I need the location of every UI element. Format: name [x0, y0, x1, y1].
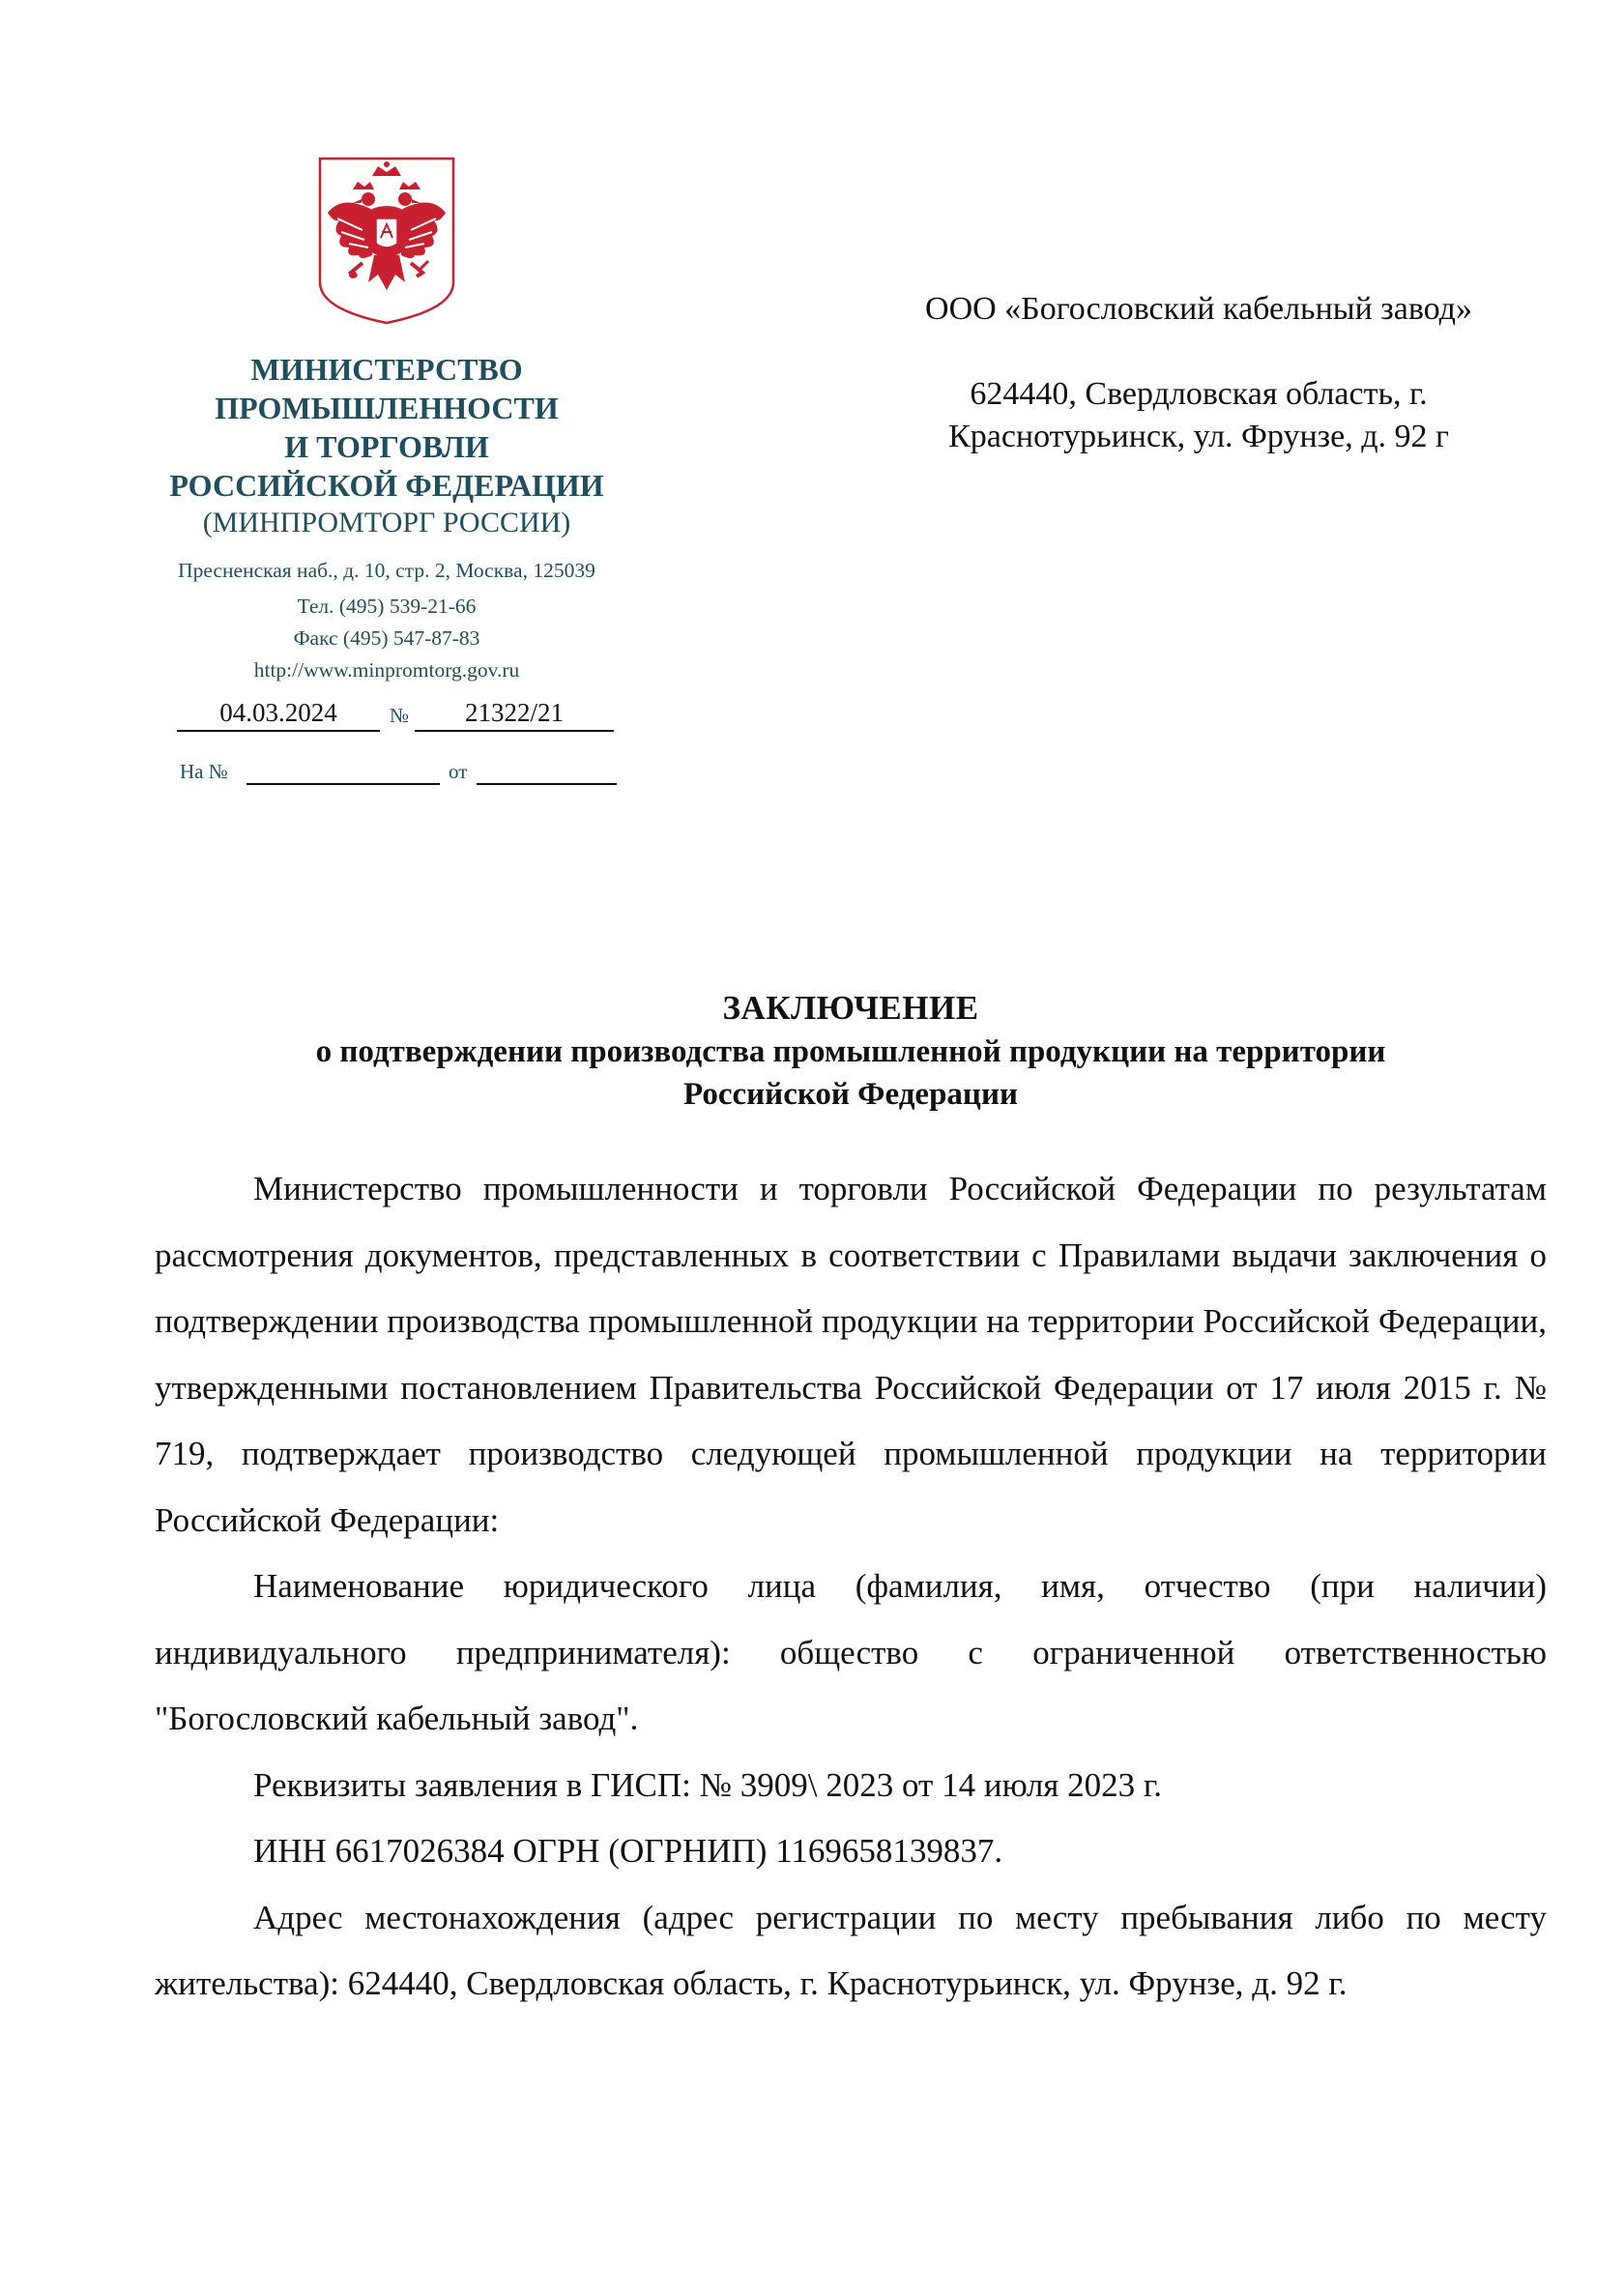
reference-number-blank	[246, 783, 440, 785]
letterhead	[126, 155, 648, 686]
ministry-name	[126, 350, 648, 505]
registration-number: 21322/21	[415, 698, 614, 732]
ministry-fax: Факс (495) 547-87-83	[293, 626, 480, 650]
ministry-name-line: И ТОРГОВЛИ	[284, 429, 489, 464]
ministry-name-line: МИНИСТЕРСТВО	[250, 352, 523, 387]
addressee	[851, 288, 1547, 458]
reference-number-label: На №	[180, 760, 228, 783]
number-sign-label: №	[390, 704, 410, 727]
ministry-phone: Тел. (495) 539-21-66	[297, 595, 477, 618]
body-paragraph: Адрес местонахождения (адрес регистрации по месту пребывания либо по месту жительства): 624440, Свердловская область, г. Краснотурьинск, ул. Фрунзе, д. 92 г.	[155, 1898, 1547, 2002]
document-title	[155, 986, 1547, 1116]
ministry-address: Пресненская наб., д. 10, стр. 2, Москва, 125039	[178, 559, 595, 582]
document-heading: ЗАКЛЮЧЕНИЕ	[722, 989, 979, 1027]
body-paragraph: Реквизиты заявления в ГИСП: № 3909\ 2023 от 14 июля 2023 г.	[253, 1765, 1163, 1804]
ministry-name-line: ПРОМЫШЛЕННОСТИ	[215, 391, 559, 425]
reference-line	[180, 760, 634, 793]
russian-coat-of-arms-icon	[314, 155, 459, 327]
registration-date: 04.03.2024	[177, 698, 380, 732]
body-paragraph: ИНН 6617026384 ОГРН (ОГРНИП) 1169658139837.	[253, 1832, 1003, 1870]
ministry-website: http://www.minpromtorg.gov.ru	[253, 658, 520, 682]
addressee-organization: ООО «Богословский кабельный завод»	[925, 291, 1472, 327]
addressee-address-line: Краснотурьинск, ул. Фрунзе, д. 92 г	[948, 419, 1449, 454]
ministry-short-name: (МИНПРОМТОРГ РОССИИ)	[202, 507, 571, 538]
body-paragraph: Наименование юридического лица (фамилия, имя, отчество (при наличии) индивидуального предпринимателя): общество с ограниченной ответственностью "Богословский кабельный завод".	[155, 1567, 1547, 1737]
ministry-name-line: РОССИЙСКОЙ ФЕДЕРАЦИИ	[169, 468, 604, 503]
document-subheading-line: Российской Федерации	[683, 1077, 1018, 1112]
reference-date-blank	[477, 783, 617, 785]
document-body	[155, 1156, 1547, 2018]
body-paragraph: Министерство промышленности и торговли Российской Федерации по результатам рассмотрения документов, представленных в соответствии с Правилами выдачи заключения о подтверждении производства промышленной продукции на территории Российской Федерации, утвержденными постановлением Правительства Российской Федерации от 17 июля 2015 г. № 719, подтверждает производство следующей промышленной продукции на территории Российской Федерации:	[155, 1170, 1547, 1539]
reference-date-label: от	[449, 760, 468, 783]
addressee-address-line: 624440, Свердловская область, г.	[970, 376, 1428, 412]
ministry-contacts	[126, 555, 648, 686]
registration-line	[177, 698, 631, 737]
document-subheading-line: о подтверждении производства промышленной продукции на территории	[315, 1034, 1386, 1069]
